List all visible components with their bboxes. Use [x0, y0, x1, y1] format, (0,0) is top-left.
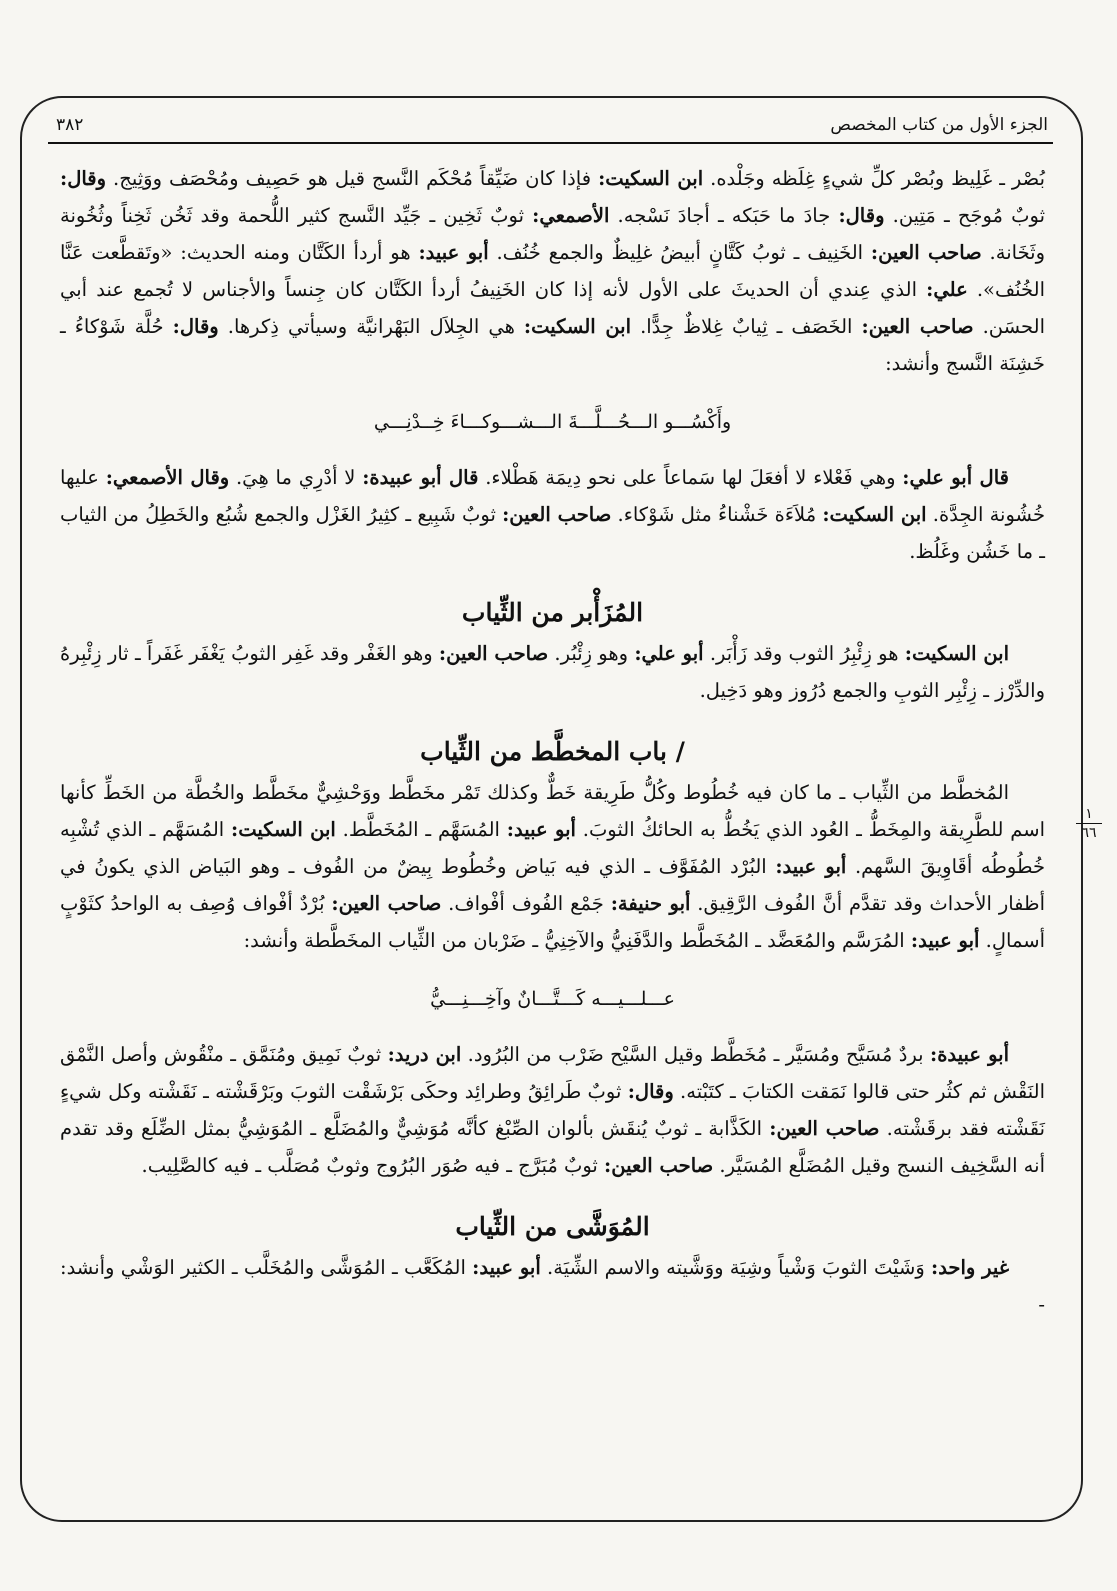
speaker-name: أبو عبيد:: [910, 929, 980, 952]
margin-note-bottom: ٦٦: [1081, 825, 1097, 841]
text-run: هو أردأ الكَتَّان ومنه الحديث: «وتَقطَّعت عَنَّا الخُنُف».: [60, 241, 1046, 301]
speaker-name: وقال:: [60, 167, 107, 190]
speaker-name: قال أبو علي:: [902, 466, 1009, 489]
text-run: فإذا كان ضَيِّقاً مُحْكَم النَّسج قيل هو حَصِيف ومُحْصَف ووَثِيج.: [106, 167, 599, 190]
section-title: / باب المخطَّط من الثِّياب: [420, 737, 685, 766]
text-run: بُصْر ـ غَلِيظ وبُصْر كلِّ شيءٍ غِلَظه وجَلْده.: [703, 167, 1046, 190]
text-run: هي الجِلاَل البَهْرانيَّة وسيأتي ذِكرها.: [218, 315, 524, 338]
text-run: عليها خُشُونة الجِدَّة.: [60, 466, 1046, 526]
speaker-name: ابن السكيت:: [231, 818, 336, 841]
text-run: المُسَهَّم ـ المُخَطَّط.: [335, 818, 507, 841]
text-run: المُكَعَّب ـ المُوَشَّى والمُخَلَّب ـ الكثير الوَشْي وأنشد: -: [60, 1256, 1045, 1316]
speaker-name: ابن السكيت:: [822, 503, 927, 526]
text-run: الخَنِيف ـ ثوبُ كَتَّانٍ أبيضُ غلِيظٌ والجمع خُنُف.: [488, 241, 871, 264]
paragraph: [60, 459, 1045, 570]
text-run: جادَ ما حَبَكه ـ أجادَ نَسْجه.: [609, 204, 839, 227]
speaker-name: ابن السكيت:: [523, 315, 632, 338]
text-run: حُلَّة شَوْكاءُ ـ خَشِنَة النَّسج وأنشد:: [60, 315, 1045, 375]
text-run: ثوبٌ شَبِيع ـ كثِيرُ الغَزْل والجمع شُبُع والخَطِلُ من الثياب ـ ما خَشُن وغَلُظ.: [60, 503, 1045, 563]
speaker-name: صاحب العين:: [604, 1154, 714, 1177]
speaker-name: صاحب العين:: [861, 315, 974, 338]
speaker-name: الأصمعي:: [532, 204, 610, 227]
text-run: مُلاَءَة خَشْناءُ مثل شَوْكاء.: [611, 503, 823, 526]
text-run: ثوبٌ طَرائِقُ وطرائِد وحكَى بَرْشَقْت الثوبَ وبَرْقَشْته ـ نَقَشْته وكل شيءٍ نَقَشْته فقد برقَشْته.: [60, 1080, 1045, 1140]
text-run: وَشَيْتَ الثوبَ وَشْياً وشِيَة ووَشَّيته والاسم الشِّيَة.: [540, 1256, 931, 1279]
speaker-name: وقال:: [838, 204, 885, 227]
speaker-name: علي:: [926, 278, 968, 301]
paragraph: [60, 1036, 1045, 1184]
section-title: المُوَشَّى من الثِّياب: [455, 1212, 650, 1241]
text-run: جَمْع الفُوف أفْواف.: [441, 892, 611, 915]
text-run: البُرْد المُفَوَّف ـ الذي فيه بَياض وخُطُوط بِيضٌ من الفُوف ـ وهو البَياض الذي يكونُ في أظفار الأحداث وقد تقدَّم أنَّ الفُوف الرَّقِيق.: [60, 855, 1045, 915]
section-title: المُزَأْبر من الثِّياب: [461, 598, 644, 627]
speaker-name: وقال:: [172, 315, 219, 338]
text-run: بُرْدٌ أفْواف وُصِف به الواحدُ كثَوْبٍ أسمالٍ.: [60, 892, 1045, 952]
speaker-name: وقال:: [627, 1080, 674, 1103]
speaker-name: أبو عبيد:: [775, 855, 847, 878]
text-run: ثوبٌ مُبَرَّج ـ فيه صُوَر البُرُوج وثوبٌ مُصَلَّب ـ فيه كالصَّلِيب.: [141, 1154, 605, 1177]
speaker-name: صاحب العين:: [769, 1117, 880, 1140]
text-run: بردٌ مُسَيَّح ومُسَيَّر ـ مُخَطَّط وقيل السَّيْح ضَرْب من البُرُود.: [461, 1043, 931, 1066]
text-run: الكَذَّابة ـ ثوبٌ يُنقَش بألوان الصِّبْغ كأنَّه مُوَشِيٌّ والمُضَلَّع ـ المُوَشِيُّ بمثل الضِّلَع وقد تقدم أنه السَّخِيف النسج وقيل المُضَلَّع المُسَيَّر.: [60, 1117, 1045, 1177]
speaker-name: ابن السكيت:: [904, 642, 1010, 665]
text-run: المُسَهَّم ـ الذي تُشْبِه خُطُوطُه أقَاوِيقَ السَّهم.: [60, 818, 1046, 878]
verse-line: وأَكْسُـــو الـــحُـــلَّـــةَ الـــشـــوكـــاءَ خِــدْنِـــي: [373, 411, 732, 433]
page-number: ٣٨٢: [56, 115, 84, 135]
text-run: وهو الغَفْر وقد غَفِر الثوبُ يَغْفَر غَفَراً ـ ثار زِئْبِرهُ والدِّرْز ـ زِئْبِر الثوبِ والجمع دُرُوز وهو دَخِيل.: [60, 642, 1045, 702]
speaker-name: صاحب العين:: [870, 241, 982, 264]
text-run: الذي عِندي أن الحديثَ على الأول لأنه إذا كان الخَنِيفُ أردأ الكَتَّان كان جِنساً والأجناس لا تُجمع عند أبي الحسَن.: [60, 278, 1045, 338]
speaker-name: قال أبو عبيدة:: [362, 466, 479, 489]
speaker-name: غير واحد:: [931, 1256, 1010, 1279]
paragraph: [60, 635, 1045, 709]
speaker-name: صاحب العين:: [502, 503, 612, 526]
speaker-name: أبو علي:: [634, 642, 704, 665]
margin-folio-note: [1072, 806, 1106, 841]
text-run: وهي فَعْلاء لا أفعَلَ لها سَماعاً على نحو دِيمَة هَطْلاء.: [478, 466, 903, 489]
text-run: ثوبٌ ثَخِين ـ جَيِّد النَّسج كثير اللُّحمة وقد ثَخُن ثَخِناً وثُخُونة وثَخَانة.: [60, 204, 1046, 264]
speaker-name: ابن دريد:: [387, 1043, 462, 1066]
speaker-name: أبو عبيد:: [472, 1256, 541, 1279]
paragraph: [60, 160, 1045, 382]
book-title: الجزء الأول من كتاب المخصص: [830, 115, 1048, 135]
text-run: المُخطَّط من الثِّياب ـ ما كان فيه خُطُوط وكُلُّ طَرِيقة خَطٌّ وكذلك تَمْر مخَطَّط ووَحْشِيٌّ مخَطَّط والخُطَّة من الخَطِّ كأنها اسم للطَّرِيقة والمِخَطُّ ـ العُود الذي يَخُطُّ به الحائكُ الثوبَ.: [60, 781, 1046, 841]
text-run: ثوبٌ مُوجَح ـ مَتِين.: [884, 204, 1045, 227]
speaker-name: صاحب العين:: [331, 892, 442, 915]
verse-line: عـــلـــيـــه كَـــتَّـــانٌ وآخِـــنِـــيُّ: [430, 988, 675, 1010]
text-run: المُرَسَّم والمُعَضَّد ـ المُخَطَّط والدَّفَنِيُّ والآخِنِيُّ ـ ضَرْبان من الثِّياب المخَطَّطة وأنشد:: [243, 929, 911, 952]
speaker-name: ابن السكيت:: [598, 167, 704, 190]
margin-note-top: ١: [1085, 806, 1093, 822]
paragraph: [60, 1249, 1045, 1323]
text-run: وهو زِئْبُر.: [548, 642, 635, 665]
speaker-name: أبو عبيدة:: [930, 1043, 1009, 1066]
speaker-name: وقال الأصمعي:: [105, 466, 230, 489]
speaker-name: أبو عبيد:: [506, 818, 576, 841]
speaker-name: صاحب العين:: [438, 642, 549, 665]
page-body: [60, 160, 1045, 1323]
text-run: ثوبٌ نَمِيق ومُنَمَّق ـ منْقُوش وأصل النَّمْق النَقْش ثم كثُر حتى قالوا نَمَقت الكتابَ ـ كتَبْته.: [60, 1043, 1045, 1103]
header-rule: [48, 142, 1053, 144]
text-run: لا أدْرِي ما هِيَ.: [229, 466, 363, 489]
text-run: الخَصَف ـ ثِيابٌ غِلاظٌ جِدًّا.: [631, 315, 862, 338]
running-header: [56, 105, 1048, 135]
paragraph: [60, 774, 1045, 959]
speaker-name: أبو عبيد:: [418, 241, 489, 264]
text-run: هو زِئْبِرُ الثوب وقد زَأْبَر.: [703, 642, 905, 665]
speaker-name: أبو حنيفة:: [610, 892, 691, 915]
